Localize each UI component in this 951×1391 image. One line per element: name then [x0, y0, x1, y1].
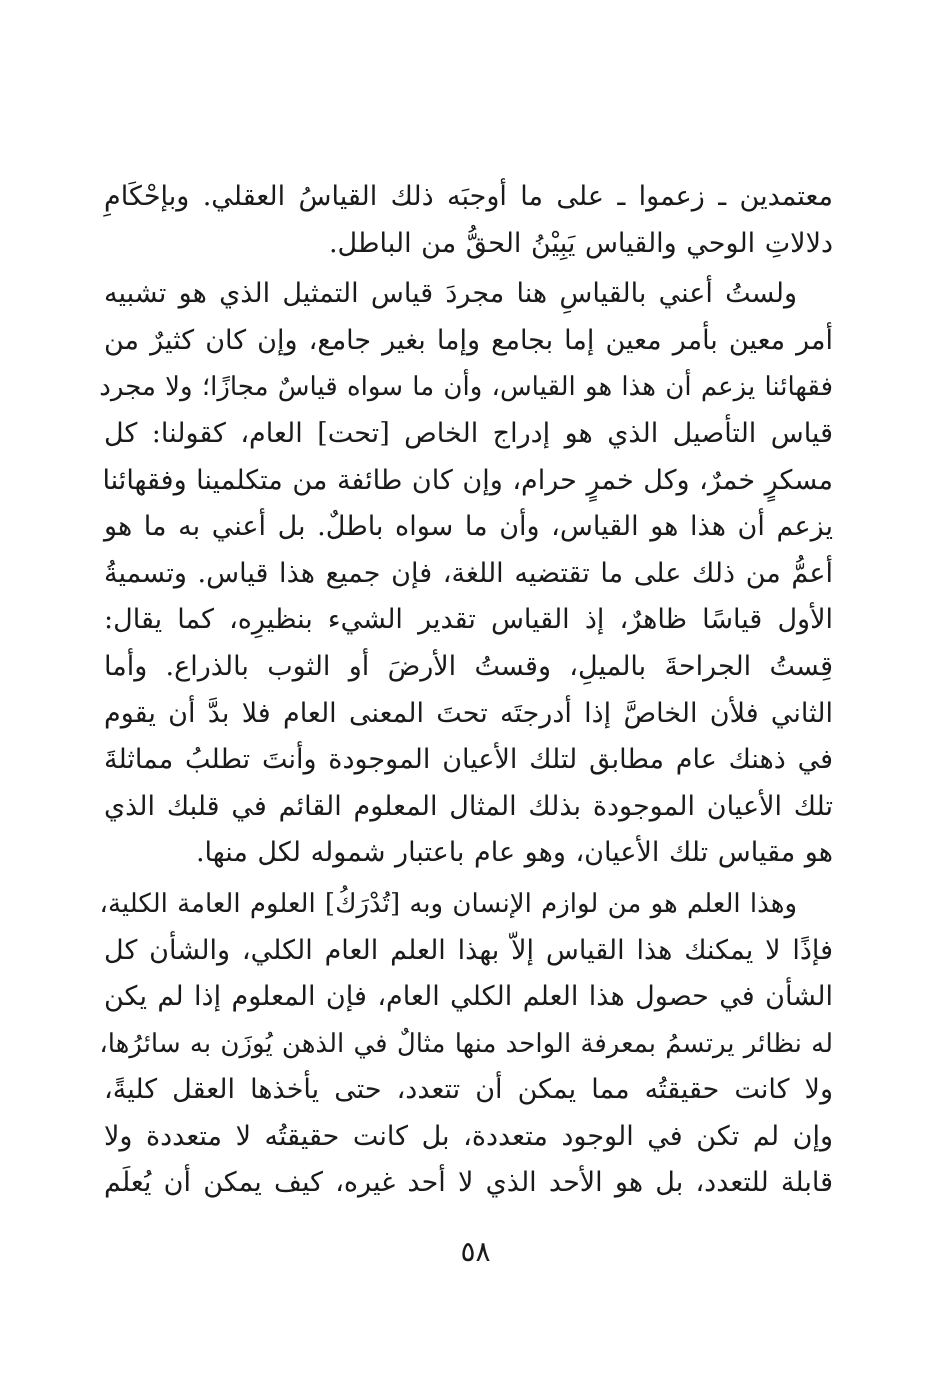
text-line: في ذهنك عام مطابق لتلك الأعيان الموجودة وأنتَ تطلبُ مماثلةَ: [104, 744, 833, 776]
text-line: وإن لم تكن في الوجود متعددة، بل كانت حقيقتُه لا متعددة ولا: [104, 1120, 833, 1152]
text-line: قِستُ الجراحةَ بالميلِ، وقستُ الأرضَ أو الثوب بالذراع. وأما: [104, 650, 833, 682]
text-line: الأول قياسًا ظاهرٌ، إذ القياس تقدير الشيء بنظيرِه، كما يقال:: [104, 604, 833, 636]
text-line: الشأن في حصول هذا العلم الكلي العام، فإن المعلوم إذا لم يكن: [104, 981, 833, 1013]
page-number: ٥٨: [460, 1235, 491, 1268]
text-line: مسكرٍ خمرٌ، وكل خمرٍ حرام، وإن كان طائفة من متكلمينا وفقهائنا: [102, 464, 833, 496]
paragraph: [104, 174, 833, 267]
text-line: له نظائر يرتسمُ بمعرفة الواحد منها مثالٌ في الذهن يُوزَن به سائرُها،: [99, 1028, 833, 1059]
text-line: الثاني فلأن الخاصَّ إذا أدرجتَه تحتَ المعنى العام فلا بدَّ أن يقوم: [104, 697, 833, 729]
text-line: هو مقياس تلك الأعيان، وهو عام باعتبار شموله لكل منها.: [195, 837, 833, 869]
text-line: قياس التأصيل الذي هو إدراج الخاص [تحت] العام، كقولنا: كل: [104, 417, 833, 449]
text-line: ولا كانت حقيقتُه مما يمكن أن تتعدد، حتى يأخذها العقل كليةً،: [104, 1074, 833, 1106]
text-line: فإذًا لا يمكنك هذا القياس إلاّ بهذا العلم العام الكلي، والشأن كل: [104, 934, 833, 966]
body-text: [99, 174, 833, 1207]
paragraph: [99, 271, 833, 877]
text-line: معتمدين ـ زعموا ـ على ما أوجبَه ذلك القياسُ العقلي. وبإحْكَامِ: [104, 181, 833, 212]
text-line: تلك الأعيان الموجودة بذلك المثال المعلوم القائم في قلبك الذي: [104, 790, 833, 822]
text-line: أعمُّ من ذلك على ما تقتضيه اللغة، فإن جميع هذا قياس. وتسميةُ: [104, 557, 833, 589]
text-line: فقهائنا يزعم أن هذا هو القياس، وأن ما سواه قياسٌ مجازًا؛ ولا مجرد: [99, 372, 833, 403]
paragraph: [99, 881, 833, 1207]
text-line: وهذا العلم هو من لوازم الإنسان وبه [تُدْرَكُ] العلوم العامة الكلية،: [99, 888, 797, 919]
text-line: دلالاتِ الوحي والقياس يَبِيْنُ الحقُّ من الباطل.: [328, 227, 833, 259]
text-line: قابلة للتعدد، بل هو الأحد الذي لا أحد غيره، كيف يمكن أن يُعلَم: [104, 1167, 833, 1199]
text-line: أمر معين بأمر معين إما بجامع وإما بغير جامع، وإن كان كثيرٌ من: [104, 324, 833, 356]
text-line: يزعم أن هذا هو القياس، وأن ما سواه باطلٌ. بل أعني به ما هو: [104, 511, 833, 543]
text-line: ولستُ أعني بالقياسِ هنا مجردَ قياس التمثيل الذي هو تشبيه: [104, 278, 797, 310]
